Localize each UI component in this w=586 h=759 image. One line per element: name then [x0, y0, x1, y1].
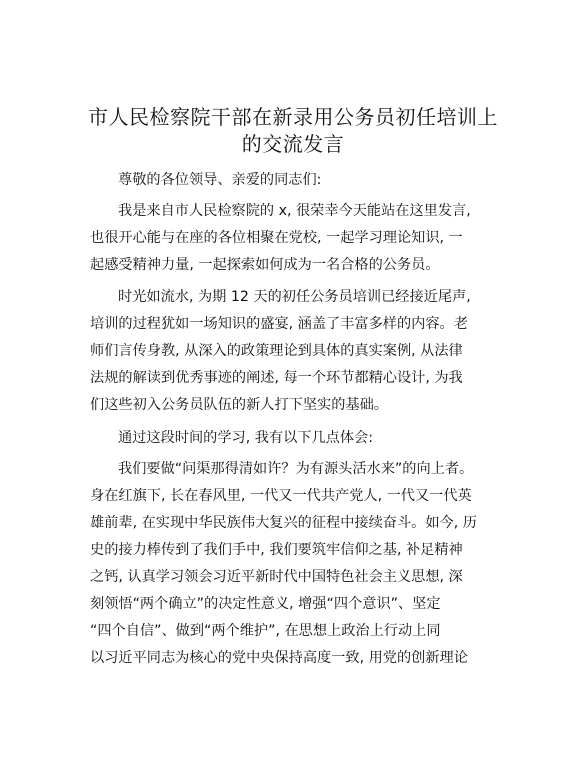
paragraph-2-line-5: 们这些初入公务员队伍的新人打下坚实的基础。 — [90, 397, 388, 413]
paragraph-2-line-4: 法规的解读到优秀事迹的阐述, 每一个环节都精心设计, 为我 — [90, 370, 463, 386]
paragraph-4-line-5: 之钙, 认真学习领会习近平新时代中国特色社会主义思想, 深 — [90, 569, 463, 585]
paragraph-4-line-1: 我们要做“问渠那得清如许？为有源头活水来”的向上者。 — [118, 461, 474, 477]
paragraph-4-line-2: 身在红旗下, 长在春风里, 一代又一代共产党人, 一代又一代英 — [90, 488, 472, 504]
paragraph-4-line-4: 史的接力棒传到了我们手中, 我们要筑牢信仰之基, 补足精神 — [90, 542, 463, 558]
paragraph-2-line-3: 师们言传身教, 从深入的政策理论到具体的真实案例, 从法律 — [90, 343, 463, 359]
paragraph-3-line-1: 通过这段时间的学习, 我有以下几点体会: — [118, 430, 373, 446]
document-title-line-1: 市人民检察院干部在新录用公务员初任培训上 — [88, 105, 498, 129]
paragraph-1-line-3: 起感受精神力量, 一起探索如何成为一名合格的公务员。 — [90, 257, 440, 273]
paragraph-4-line-6: 刻领悟“两个确立”的决定性意义, 增强“四个意识”、坚定 — [90, 596, 441, 612]
paragraph-2-line-1: 时光如流水, 为期 12 天的初任公务员培训已经接近尾声, — [118, 289, 471, 305]
paragraph-4-line-7: “四个自信”、做到“两个维护”, 在思想上政治上行动上同 — [90, 623, 441, 639]
salutation: 尊敬的各位领导、亲爱的同志们: — [118, 172, 322, 188]
paragraph-2-line-2: 培训的过程犹如一场知识的盛宴, 涵盖了丰富多样的内容。老 — [90, 316, 468, 332]
paragraph-4-line-8: 以习近平同志为核心的党中央保持高度一致, 用党的创新理论 — [90, 650, 468, 666]
paragraph-4-line-3: 雄前辈, 在实现中华民族伟大复兴的征程中接续奋斗。如今, 历 — [90, 515, 477, 531]
paragraph-1-line-1: 我是来自市人民检察院的 x, 很荣幸今天能站在这里发言, — [118, 203, 471, 219]
paragraph-1-line-2: 也很开心能与在座的各位相聚在党校, 一起学习理论知识, 一 — [90, 230, 463, 246]
document-title-line-2: 的交流发言 — [241, 132, 345, 156]
